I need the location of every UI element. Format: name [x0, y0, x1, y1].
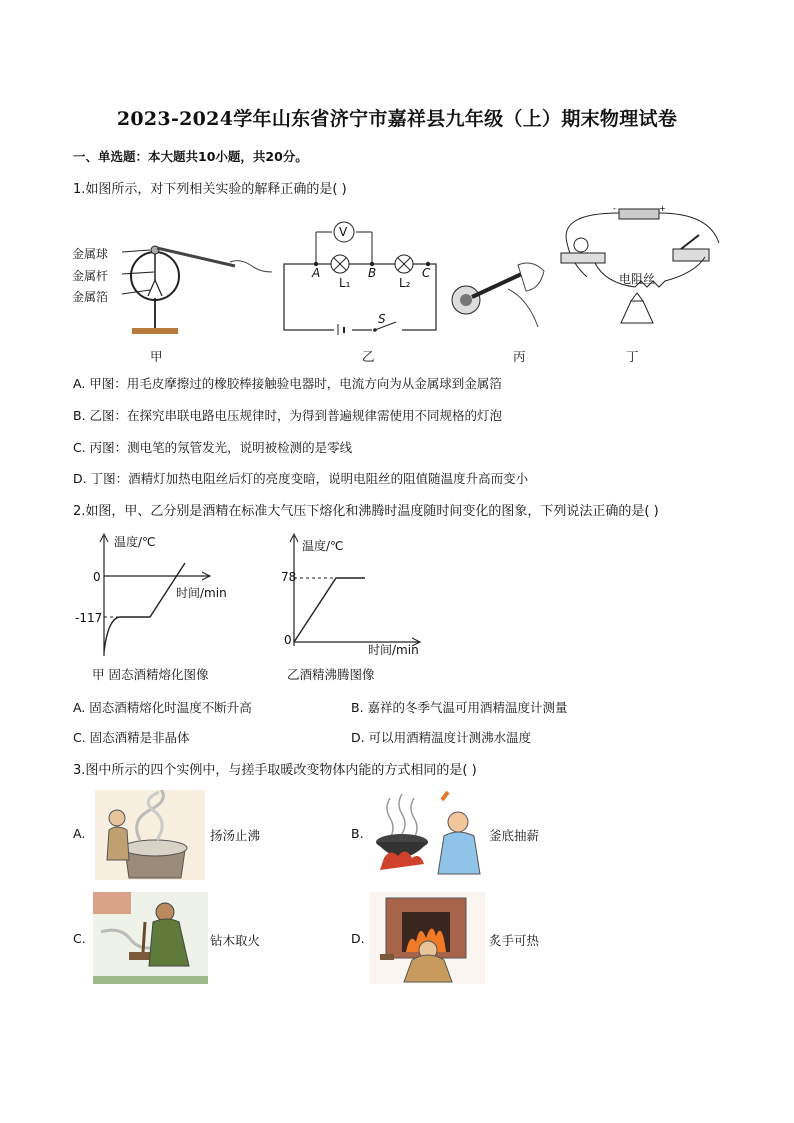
label-point-a: A	[312, 266, 321, 280]
q1-option-b[interactable]: B. 乙图：在探究串联电路电压规律时，为得到普遍规律需使用不同规格的灯泡	[73, 408, 503, 423]
question-1-stem: 1.如图所示，对下列相关实验的解释正确的是( )	[73, 182, 347, 197]
label-lamp-l2: L₂	[399, 276, 411, 290]
svg-text:-: -	[613, 205, 616, 213]
boiling-soup-illustration	[95, 790, 205, 880]
label-switch-s: S	[378, 312, 386, 326]
graph1-x-label: 时间/min	[176, 586, 227, 600]
q3-option-a-text: 扬汤止沸	[210, 828, 261, 843]
label-metal-ball: 金属球	[72, 247, 109, 261]
label-lamp-l1: L₁	[339, 276, 351, 290]
series-circuit-figure	[280, 220, 440, 335]
boiling-graph	[270, 530, 440, 650]
q1-option-d[interactable]: D. 丁图：酒精灯加热电阻丝后灯的亮度变暗，说明电阻丝的阻值随温度升高而变小	[73, 471, 529, 486]
test-pen-figure	[448, 255, 553, 327]
graph2-y-label: 温度/℃	[302, 539, 344, 553]
graph1-y-label: 温度/℃	[114, 535, 156, 549]
graph1-tick-minus117: -117	[75, 611, 103, 625]
question-2-stem: 2.如图，甲、乙分别是酒精在标准大气压下熔化和沸腾时温度随时间变化的图象，下列说法正确的是( )	[73, 504, 659, 519]
figure-caption-jia: 甲	[150, 349, 163, 364]
graph1-caption: 甲 固态酒精熔化图像	[92, 667, 209, 682]
q2-option-d[interactable]: D. 可以用酒精温度计测沸水温度	[351, 730, 532, 745]
graph2-tick-0: 0	[284, 633, 292, 647]
graph2-tick-78: 78	[281, 570, 297, 584]
label-metal-foil: 金属箔	[72, 290, 109, 304]
label-point-c: C	[422, 266, 431, 280]
figure-caption-yi: 乙	[362, 349, 375, 364]
section-heading: 一、单选题：本大题共10小题，共20分。	[73, 149, 308, 164]
q3-option-b-text: 釜底抽薪	[489, 828, 540, 843]
pot-firewood-illustration	[370, 788, 485, 880]
label-metal-rod: 金属杆	[72, 269, 109, 283]
question-3-stem: 3.图中所示的四个实例中，与搓手取暖改变物体内能的方式相同的是( )	[73, 763, 477, 778]
q3-option-d-text: 炙手可热	[489, 933, 540, 948]
svg-text:+: +	[659, 205, 666, 213]
warming-hands-illustration	[370, 892, 485, 984]
graph2-x-label: 时间/min	[368, 643, 419, 657]
q2-option-b[interactable]: B. 嘉祥的冬季气温可用酒精温度计测量	[351, 700, 568, 715]
label-point-b: B	[368, 266, 377, 280]
label-resistance-wire: 电阻丝	[619, 272, 656, 286]
drilling-wood-illustration	[93, 892, 208, 984]
q3-option-b-letter[interactable]: B.	[351, 826, 364, 841]
graph1-tick-0: 0	[93, 570, 101, 584]
figure-caption-ding: 丁	[626, 349, 639, 364]
q2-option-c[interactable]: C. 固态酒精是非晶体	[73, 730, 190, 745]
page-title: 2023-2024学年山东省济宁市嘉祥县九年级（上）期末物理试卷	[116, 108, 678, 130]
q3-option-a-letter[interactable]: A.	[73, 826, 86, 841]
q1-option-c[interactable]: C. 丙图：测电笔的氖管发光，说明被检测的是零线	[73, 440, 353, 455]
q1-option-a[interactable]: A. 甲图：用毛皮摩擦过的橡胶棒接触验电器时，电流方向为从金属球到金属箔	[73, 376, 502, 391]
label-voltmeter: V	[339, 225, 348, 239]
figure-caption-bing: 丙	[513, 349, 526, 364]
graph2-caption: 乙酒精沸腾图像	[287, 667, 375, 682]
q3-option-d-letter[interactable]: D.	[351, 931, 365, 946]
q2-option-a[interactable]: A. 固态酒精熔化时温度不断升高	[73, 700, 252, 715]
q3-option-c-letter[interactable]: C.	[73, 931, 86, 946]
q3-option-c-text: 钻木取火	[210, 933, 261, 948]
